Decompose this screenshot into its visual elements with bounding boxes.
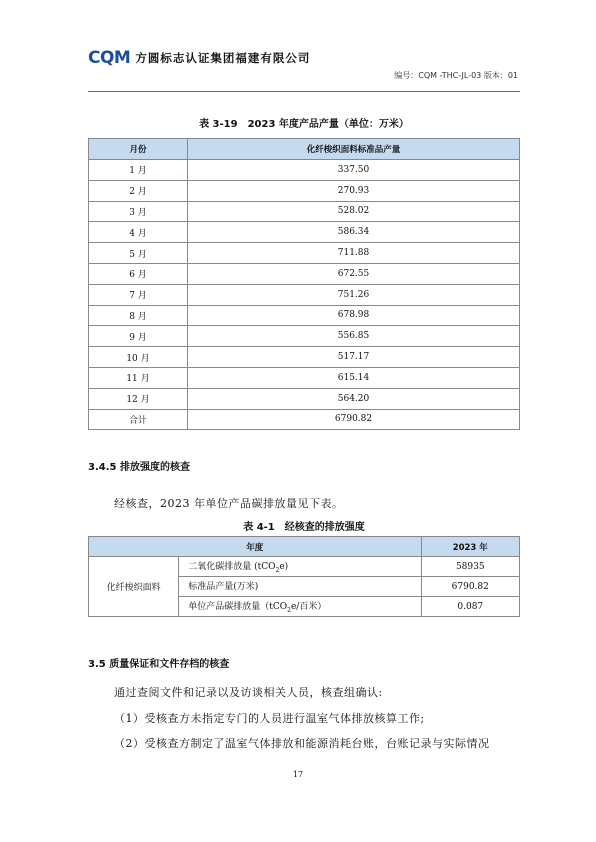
table-header-row — [89, 139, 520, 160]
production-table — [88, 138, 520, 430]
table-row — [89, 305, 520, 326]
month-cell: 5 月 — [89, 243, 188, 264]
output-cell: 564.20 — [188, 388, 520, 409]
cqm-logo-mark: CQM — [88, 48, 131, 68]
output-cell: 528.02 — [188, 201, 520, 222]
output-cell: 586.34 — [188, 222, 520, 243]
header-divider — [88, 91, 520, 92]
output-cell: 672.55 — [188, 263, 520, 284]
table-row — [89, 201, 520, 222]
table-header-row — [89, 537, 520, 557]
month-cell: 9 月 — [89, 326, 188, 347]
page-number: 17 — [292, 770, 304, 779]
output-cell: 517.17 — [188, 347, 520, 368]
month-cell: 7 月 — [89, 284, 188, 305]
value-cell: 58935 — [421, 557, 519, 577]
table-row — [89, 326, 520, 347]
section-3-4-5-paragraph: 经核查，2023 年单位产品碳排放量见下表。 — [114, 497, 344, 510]
product-group-label: 化纤梭织面料 — [89, 557, 179, 617]
month-cell: 2 月 — [89, 180, 188, 201]
month-cell: 11 月 — [89, 367, 188, 388]
section-3-4-5-heading: 3.4.5 排放强度的核查 — [88, 462, 190, 473]
table-row — [89, 222, 520, 243]
page-header — [88, 40, 520, 92]
table2-caption: 表 4-1 经核查的排放强度 — [243, 522, 365, 533]
table1-caption: 表 3-19 2023 年度产品产量（单位：万米） — [199, 119, 409, 130]
metric-cell: 标准品产量(万米) — [179, 577, 421, 597]
metric-cell: 二氧化碳排放量 (tCO$_2$e) — [179, 557, 421, 577]
table-row — [89, 409, 520, 430]
table-row — [89, 388, 520, 409]
list-item: （1）受核查方未指定专门的人员进行温室气体排放核算工作; — [114, 712, 425, 725]
document-code: 编号：CQM -THC-JL-03 版本：01 — [394, 71, 518, 80]
output-cell: 711.88 — [188, 243, 520, 264]
output-column-header: 化纤梭织面料标准品产量 — [188, 139, 520, 160]
table-row — [89, 243, 520, 264]
output-cell: 678.98 — [188, 305, 520, 326]
month-cell: 10 月 — [89, 347, 188, 368]
output-cell: 556.85 — [188, 326, 520, 347]
output-cell: 270.93 — [188, 180, 520, 201]
value-cell: 6790.82 — [421, 577, 519, 597]
table-row — [89, 367, 520, 388]
output-cell: 751.26 — [188, 284, 520, 305]
emission-intensity-table — [88, 536, 520, 617]
section-3-5-intro: 通过查阅文件和记录以及访谈相关人员，核查组确认: — [114, 686, 383, 699]
output-cell: 6790.82 — [188, 409, 520, 430]
month-cell: 12 月 — [89, 388, 188, 409]
output-cell: 615.14 — [188, 367, 520, 388]
month-cell: 合计 — [89, 409, 188, 430]
value-cell: 0.087 — [421, 597, 519, 617]
month-cell: 4 月 — [89, 222, 188, 243]
company-logo — [88, 48, 310, 68]
month-cell: 3 月 — [89, 201, 188, 222]
month-column-header: 月份 — [89, 139, 188, 160]
company-name: 方圆标志认证集团福建有限公司 — [135, 51, 311, 65]
table-row — [89, 263, 520, 284]
month-cell: 6 月 — [89, 263, 188, 284]
month-cell: 1 月 — [89, 160, 188, 181]
table-row — [89, 347, 520, 368]
year-column-header: 年度 — [89, 537, 422, 557]
table-row — [89, 284, 520, 305]
table-row — [89, 160, 520, 181]
year-2023-column-header: 2023 年 — [421, 537, 519, 557]
output-cell: 337.50 — [188, 160, 520, 181]
section-3-5-heading: 3.5 质量保证和文件存档的核查 — [88, 659, 230, 670]
table-row — [89, 557, 520, 577]
list-item: （2）受核查方制定了温室气体排放和能源消耗台账，台账记录与实际情况 — [114, 737, 490, 750]
table-row — [89, 180, 520, 201]
metric-cell: 单位产品碳排放量（tCO$_2$e/百米） — [179, 597, 421, 617]
month-cell: 8 月 — [89, 305, 188, 326]
